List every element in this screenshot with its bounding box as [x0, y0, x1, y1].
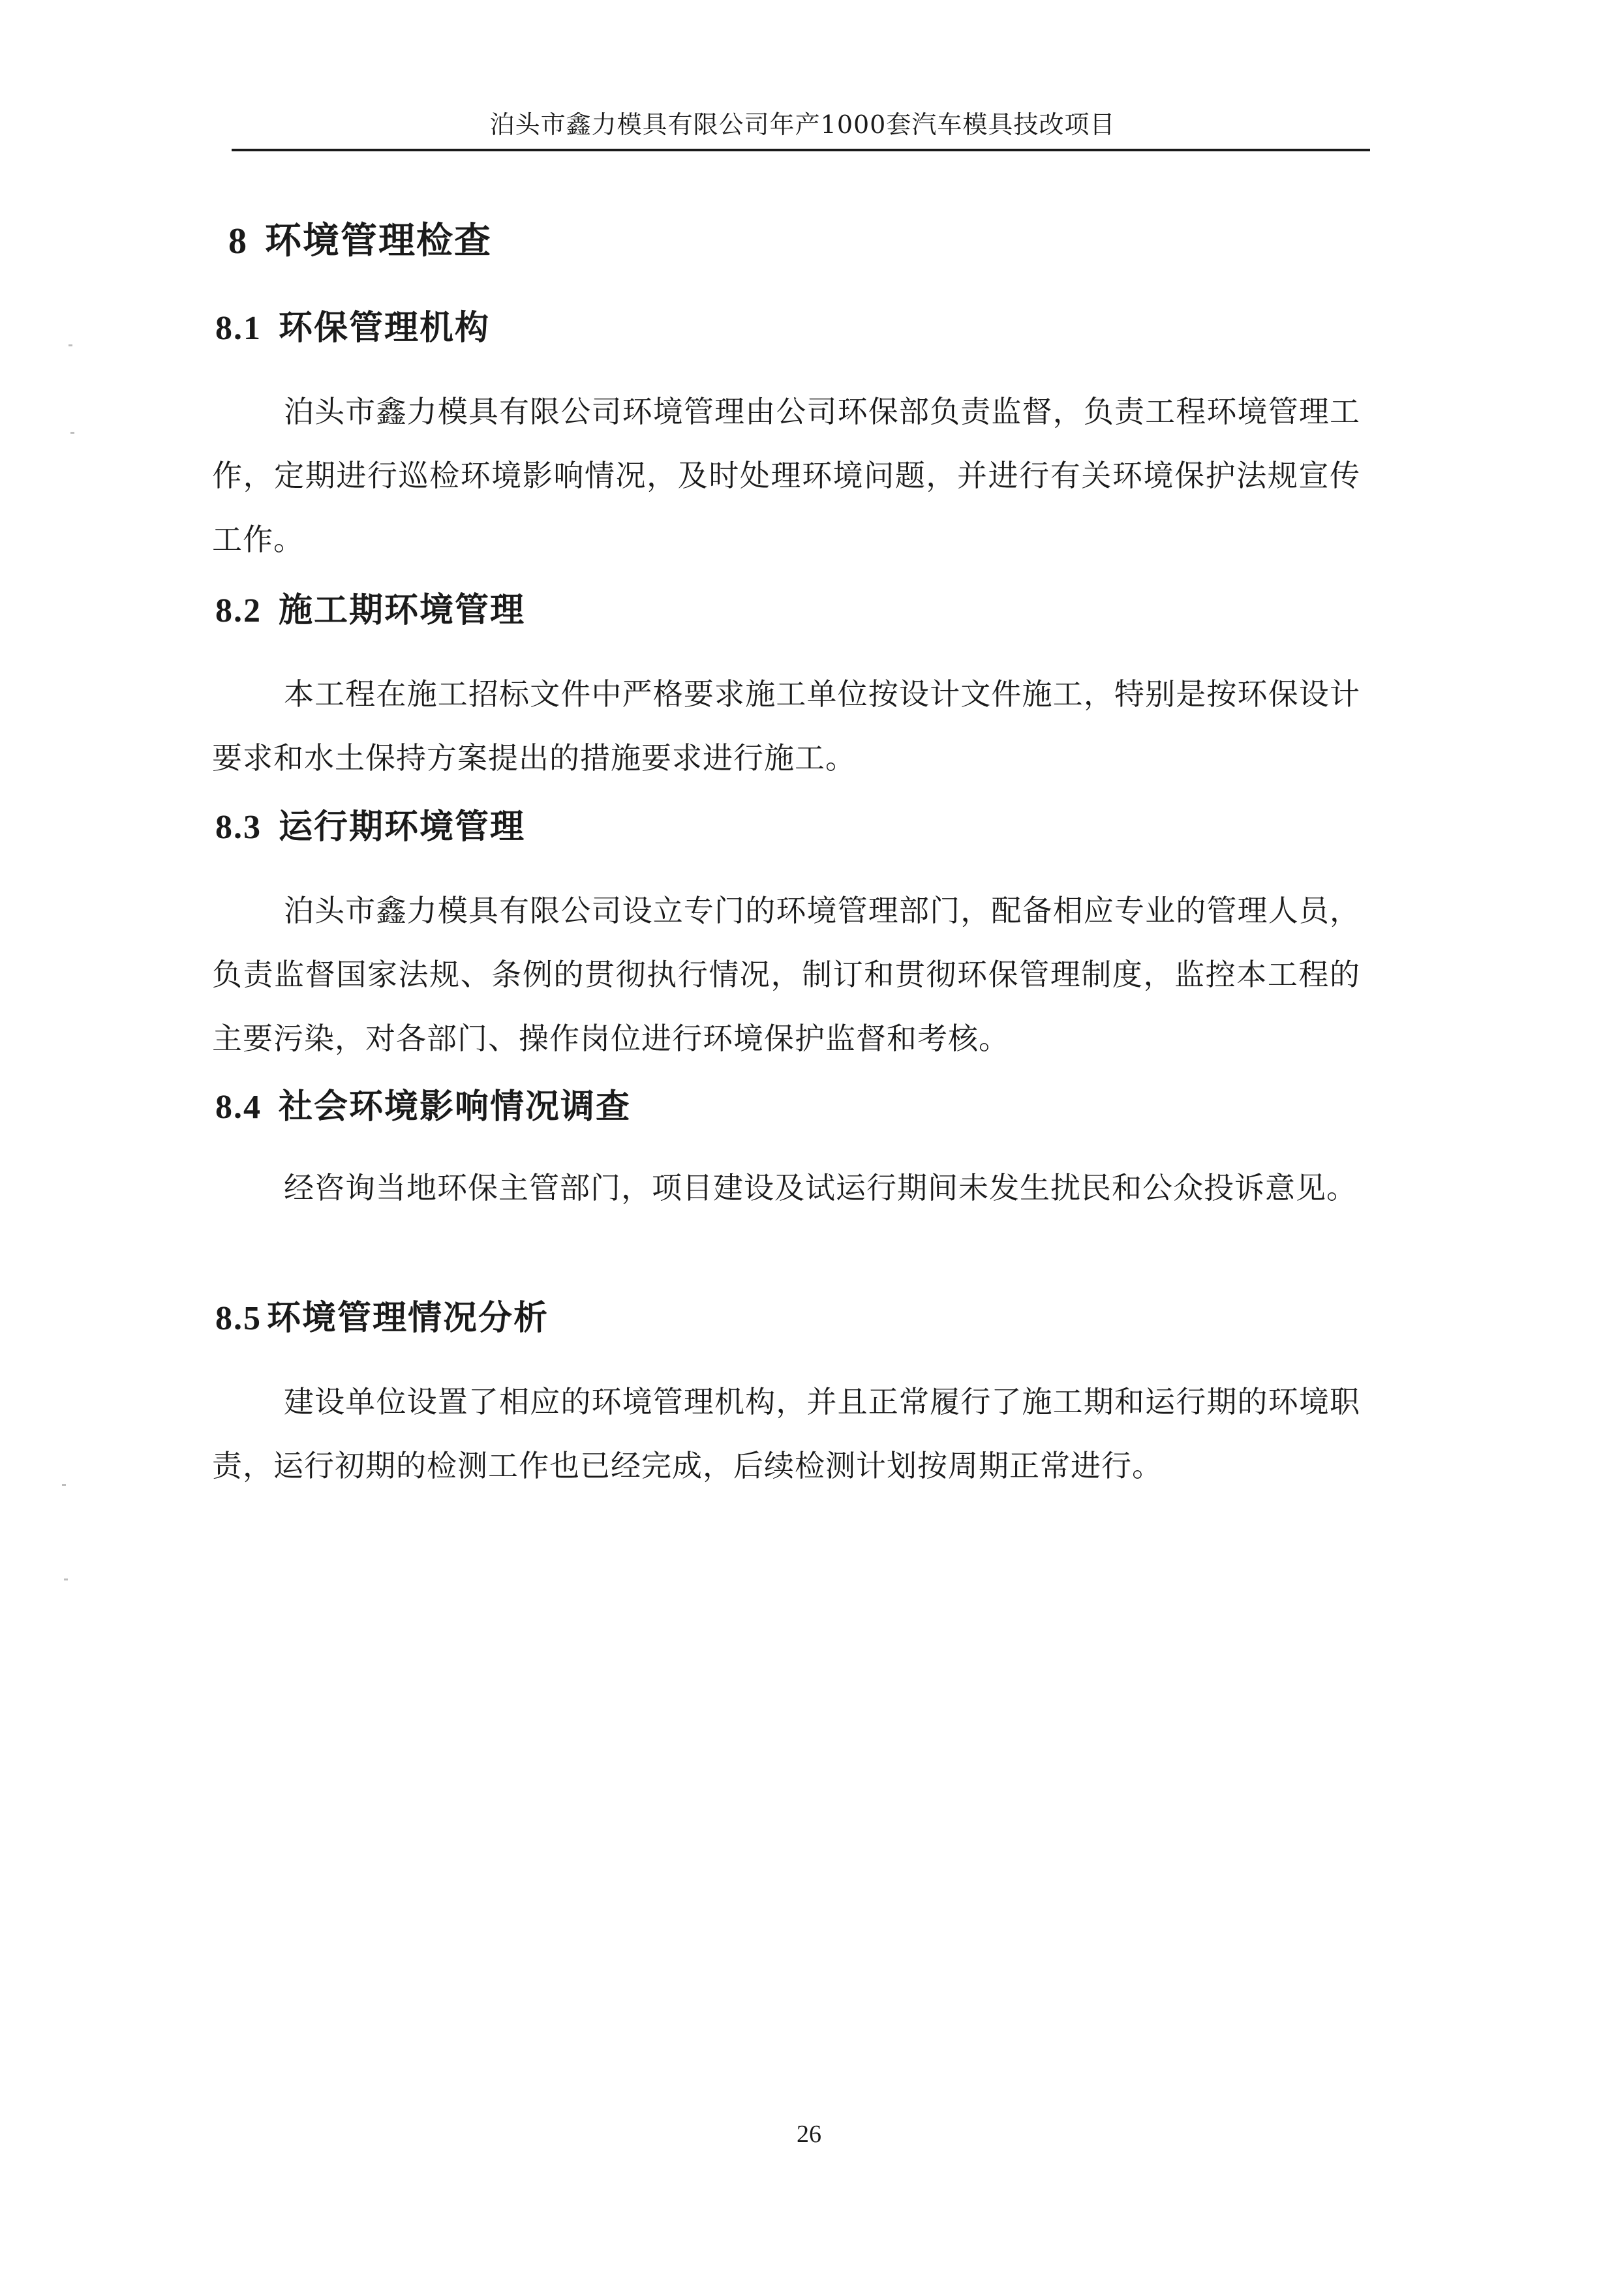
chapter-title — [228, 212, 492, 264]
header-rule — [232, 149, 1370, 151]
scan-speck — [69, 344, 72, 346]
section-title-text: 社会环境影响情况调查 — [279, 1087, 632, 1126]
section-number: 8.3 — [215, 809, 262, 846]
section-title-text: 施工期环境管理 — [279, 590, 526, 630]
section-title-8-5 — [215, 1290, 549, 1339]
scan-speck — [70, 432, 74, 434]
section-number: 8.2 — [215, 592, 262, 629]
section-title-8-2 — [215, 582, 525, 631]
section-title-text: 运行期环境管理 — [279, 807, 526, 847]
section-title-text: 环保管理机构 — [279, 308, 491, 348]
section-body-8-5: 建设单位设置了相应的环境管理机构，并且正常履行了施工期和运行期的环境职责，运行初期的检测工作也已经完成，后续检测计划按周期正常进行。 — [212, 1384, 1360, 1483]
section-number: 8.1 — [215, 310, 262, 347]
section-body-8-1: 泊头市鑫力模具有限公司环境管理由公司环保部负责监督，负责工程环境管理工作，定期进行巡检环境影响情况，及时处理环境问题，并进行有关环境保护法规宣传工作。 — [212, 394, 1360, 557]
section-body-8-3: 泊头市鑫力模具有限公司设立专门的环境管理部门，配备相应专业的管理人员，负责监督国家法规、条例的贯彻执行情况，制订和贯彻环保管理制度，监控本工程的主要污染，对各部门、操作岗位进行环境保护监督和考核。 — [212, 893, 1360, 1056]
scan-speck — [64, 1578, 68, 1580]
page-number: 26 — [797, 2121, 821, 2148]
section-title-8-1 — [215, 300, 490, 349]
section-title-8-3 — [215, 799, 525, 848]
scan-speck — [62, 1484, 66, 1486]
running-header: 泊头市鑫力模具有限公司年产1000套汽车模具技改项目 — [489, 110, 1116, 139]
section-body-8-4: 经咨询当地环保主管部门，项目建设及试运行期间未发生扰民和公众投诉意见。 — [284, 1170, 1357, 1205]
section-title-8-4 — [215, 1079, 631, 1128]
section-number: 8.4 — [215, 1089, 262, 1126]
section-title-text: 环境管理情况分析 — [267, 1298, 549, 1338]
chapter-title-text: 环境管理检查 — [265, 219, 492, 262]
section-number: 8.5 — [215, 1300, 262, 1337]
chapter-number: 8 — [228, 221, 248, 262]
section-body-8-2: 本工程在施工招标文件中严格要求施工单位按设计文件施工，特别是按环保设计要求和水土保持方案提出的措施要求进行施工。 — [212, 676, 1360, 776]
